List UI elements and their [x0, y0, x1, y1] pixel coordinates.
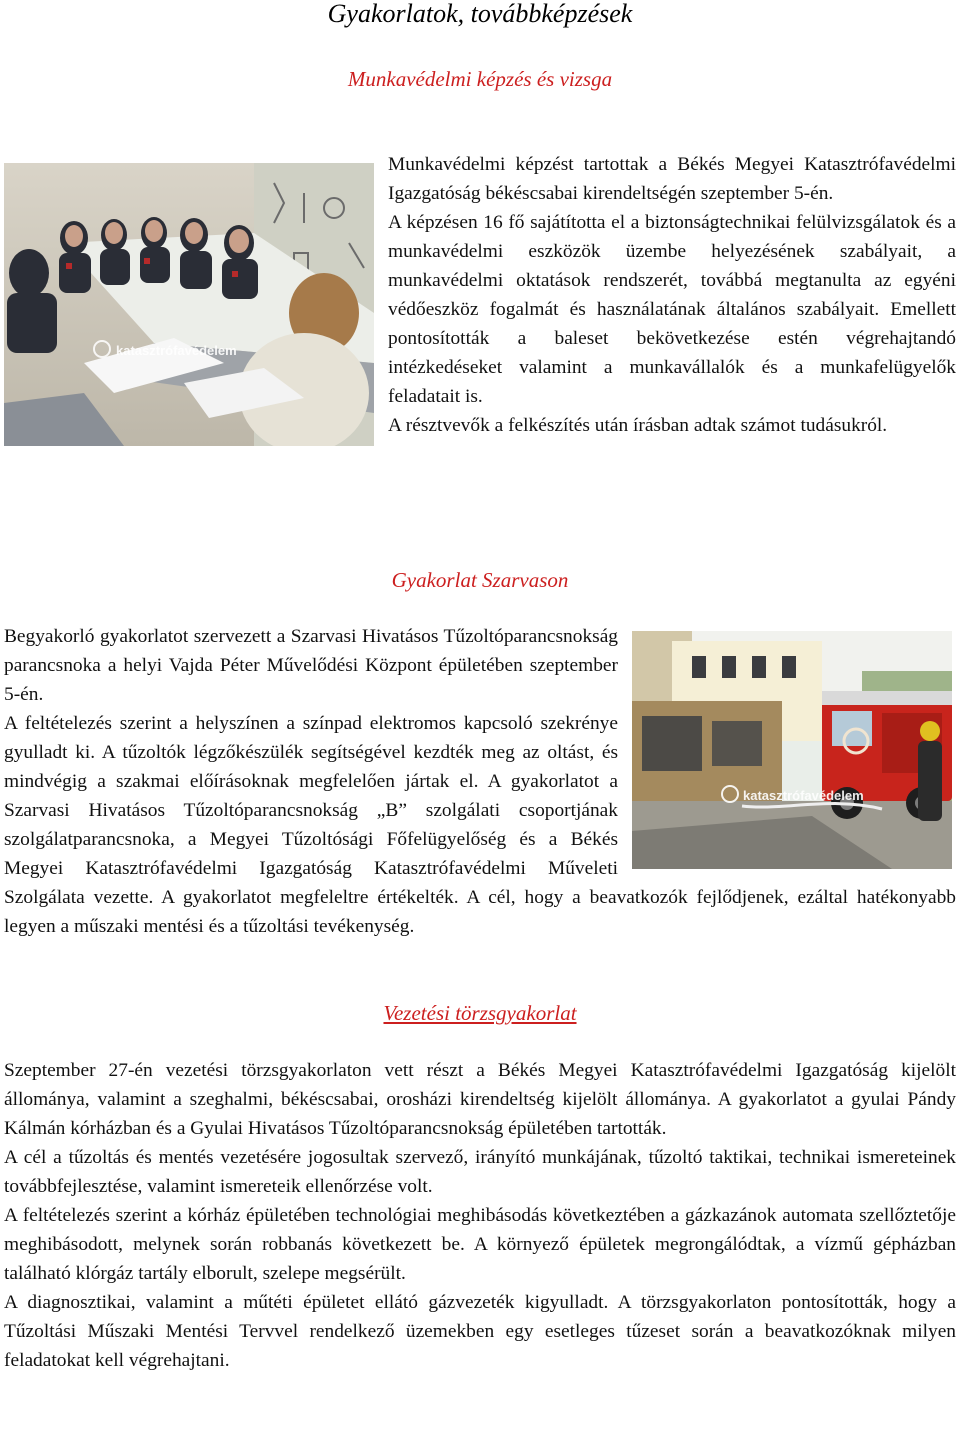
- paragraph: A képzésen 16 fő sajátította el a biztonságtechnikai felülvizsgálatok és a munkavédelmi eszközök üzembe helyezésének szabályait, a munkavédelmi oktatások rendszerét, továbbá megtanulta az egyéni védőeszköz fogalmát és használatának általános szabályait. Emellett pontosították a baleset bekövetkezése estén végrehajtandó intézkedéseket valamint a munkavállalók és a munkafelügyelők feladatait is.: [388, 212, 956, 407]
- paragraph: A feltételezés szerint a helyszínen a színpad elektromos kapcsoló szekrénye gyulladt ki. A tűzoltók légzőkészülék segítségével kezdték meg az oltást, és mindvégig a szakmai előírásoknak megfelelően jártak el. A gyakorlatot a Szarvasi Hivatásos Tűzoltóparancsnokság „B” szolgálati csoportjának szolgálatparancsnoka, a Megyei Tűzoltósági Főfelügyelőség és a Békés Megyei Katasztrófavédelmi Igazgatóság Katasztrófavédelmi Műveleti Szolgálata vezette. A gyakorlatot megfeleltre értékelték. A cél, hogy a beavatkozók fejlődjenek, ezáltal hatékonyabb legyen a műszaki mentési és a tűzoltási tevékenység.: [4, 713, 956, 937]
- page-title: Gyakorlatok, továbbképzések: [327, 0, 633, 28]
- section-body-szarvas: [4, 622, 956, 941]
- paragraph: A feltételezés szerint a kórház épületében technológiai meghibásodás következtében a gázkazánok automata szellőztetője meghibásodott, melynek során robbanás következett be. A környező épületek megrongálódtak, a vízmű gépházban található klórgáz tartály elborult, szelepe megsérült.: [4, 1205, 956, 1284]
- szarvas-photo: [632, 631, 956, 879]
- section-heading-szarvas: Gyakorlat Szarvason: [391, 568, 569, 592]
- paragraph: A résztvevők a felkészítés után írásban adtak számot tudásukról.: [388, 415, 888, 436]
- section-heading-training: Munkavédelmi képzés és vizsga: [347, 67, 613, 91]
- training-photo: [4, 163, 382, 461]
- paragraph: A diagnosztikai, valamint a műtéti épületet ellátó gázvezeték kigyulladt. A törzsgyakorlaton pontosították, hogy a Tűzoltási Műszaki Mentési Tervvel rendelkező üzemekben egy esetleges tűzeset során a beavatkozóknak milyen feladatokat kell végrehajtani.: [4, 1292, 956, 1371]
- section-body-staff-exercise: [4, 1056, 956, 1375]
- paragraph: Munkavédelmi képzést tartottak a Békés Megyei Katasztrófavédelmi Igazgatóság békéscsabai kirendeltségén szeptember 5-én.: [388, 154, 956, 204]
- watermark-text-1: katasztrófavédelem: [116, 343, 237, 358]
- classroom-photo: [4, 163, 374, 446]
- fire-truck-photo: [632, 631, 952, 869]
- paragraph: Szeptember 27-én vezetési törzsgyakorlaton vett részt a Békés Megyei Katasztrófavédelmi Igazgatóság kijelölt állománya, valamint a szeghalmi, békéscsabai, orosházi kirendeltség kijelölt állománya. A gyakorlatot a gyulai Pándy Kálmán kórházban és a Gyulai Hivatásos Tűzoltóparancsnokság épületében tartották.: [4, 1060, 956, 1139]
- watermark-text-2: katasztrófavédelem: [743, 788, 864, 803]
- section-body-training: [4, 150, 956, 461]
- section-heading-staff-exercise: Vezetési törzsgyakorlat: [383, 1001, 577, 1025]
- paragraph: A cél a tűzoltás és mentés vezetésére jogosultak szervező, irányító munkájának, tűzoltó taktikai, technikai ismereteinek továbbfejlesztése, valamint ismereteik ellenőrzése volt.: [4, 1147, 956, 1197]
- paragraph: Begyakorló gyakorlatot szervezett a Szarvasi Hivatásos Tűzoltóparancsnokság parancsnoka a helyi Vajda Péter Művelődési Központ épületében szeptember 5-én.: [4, 626, 618, 705]
